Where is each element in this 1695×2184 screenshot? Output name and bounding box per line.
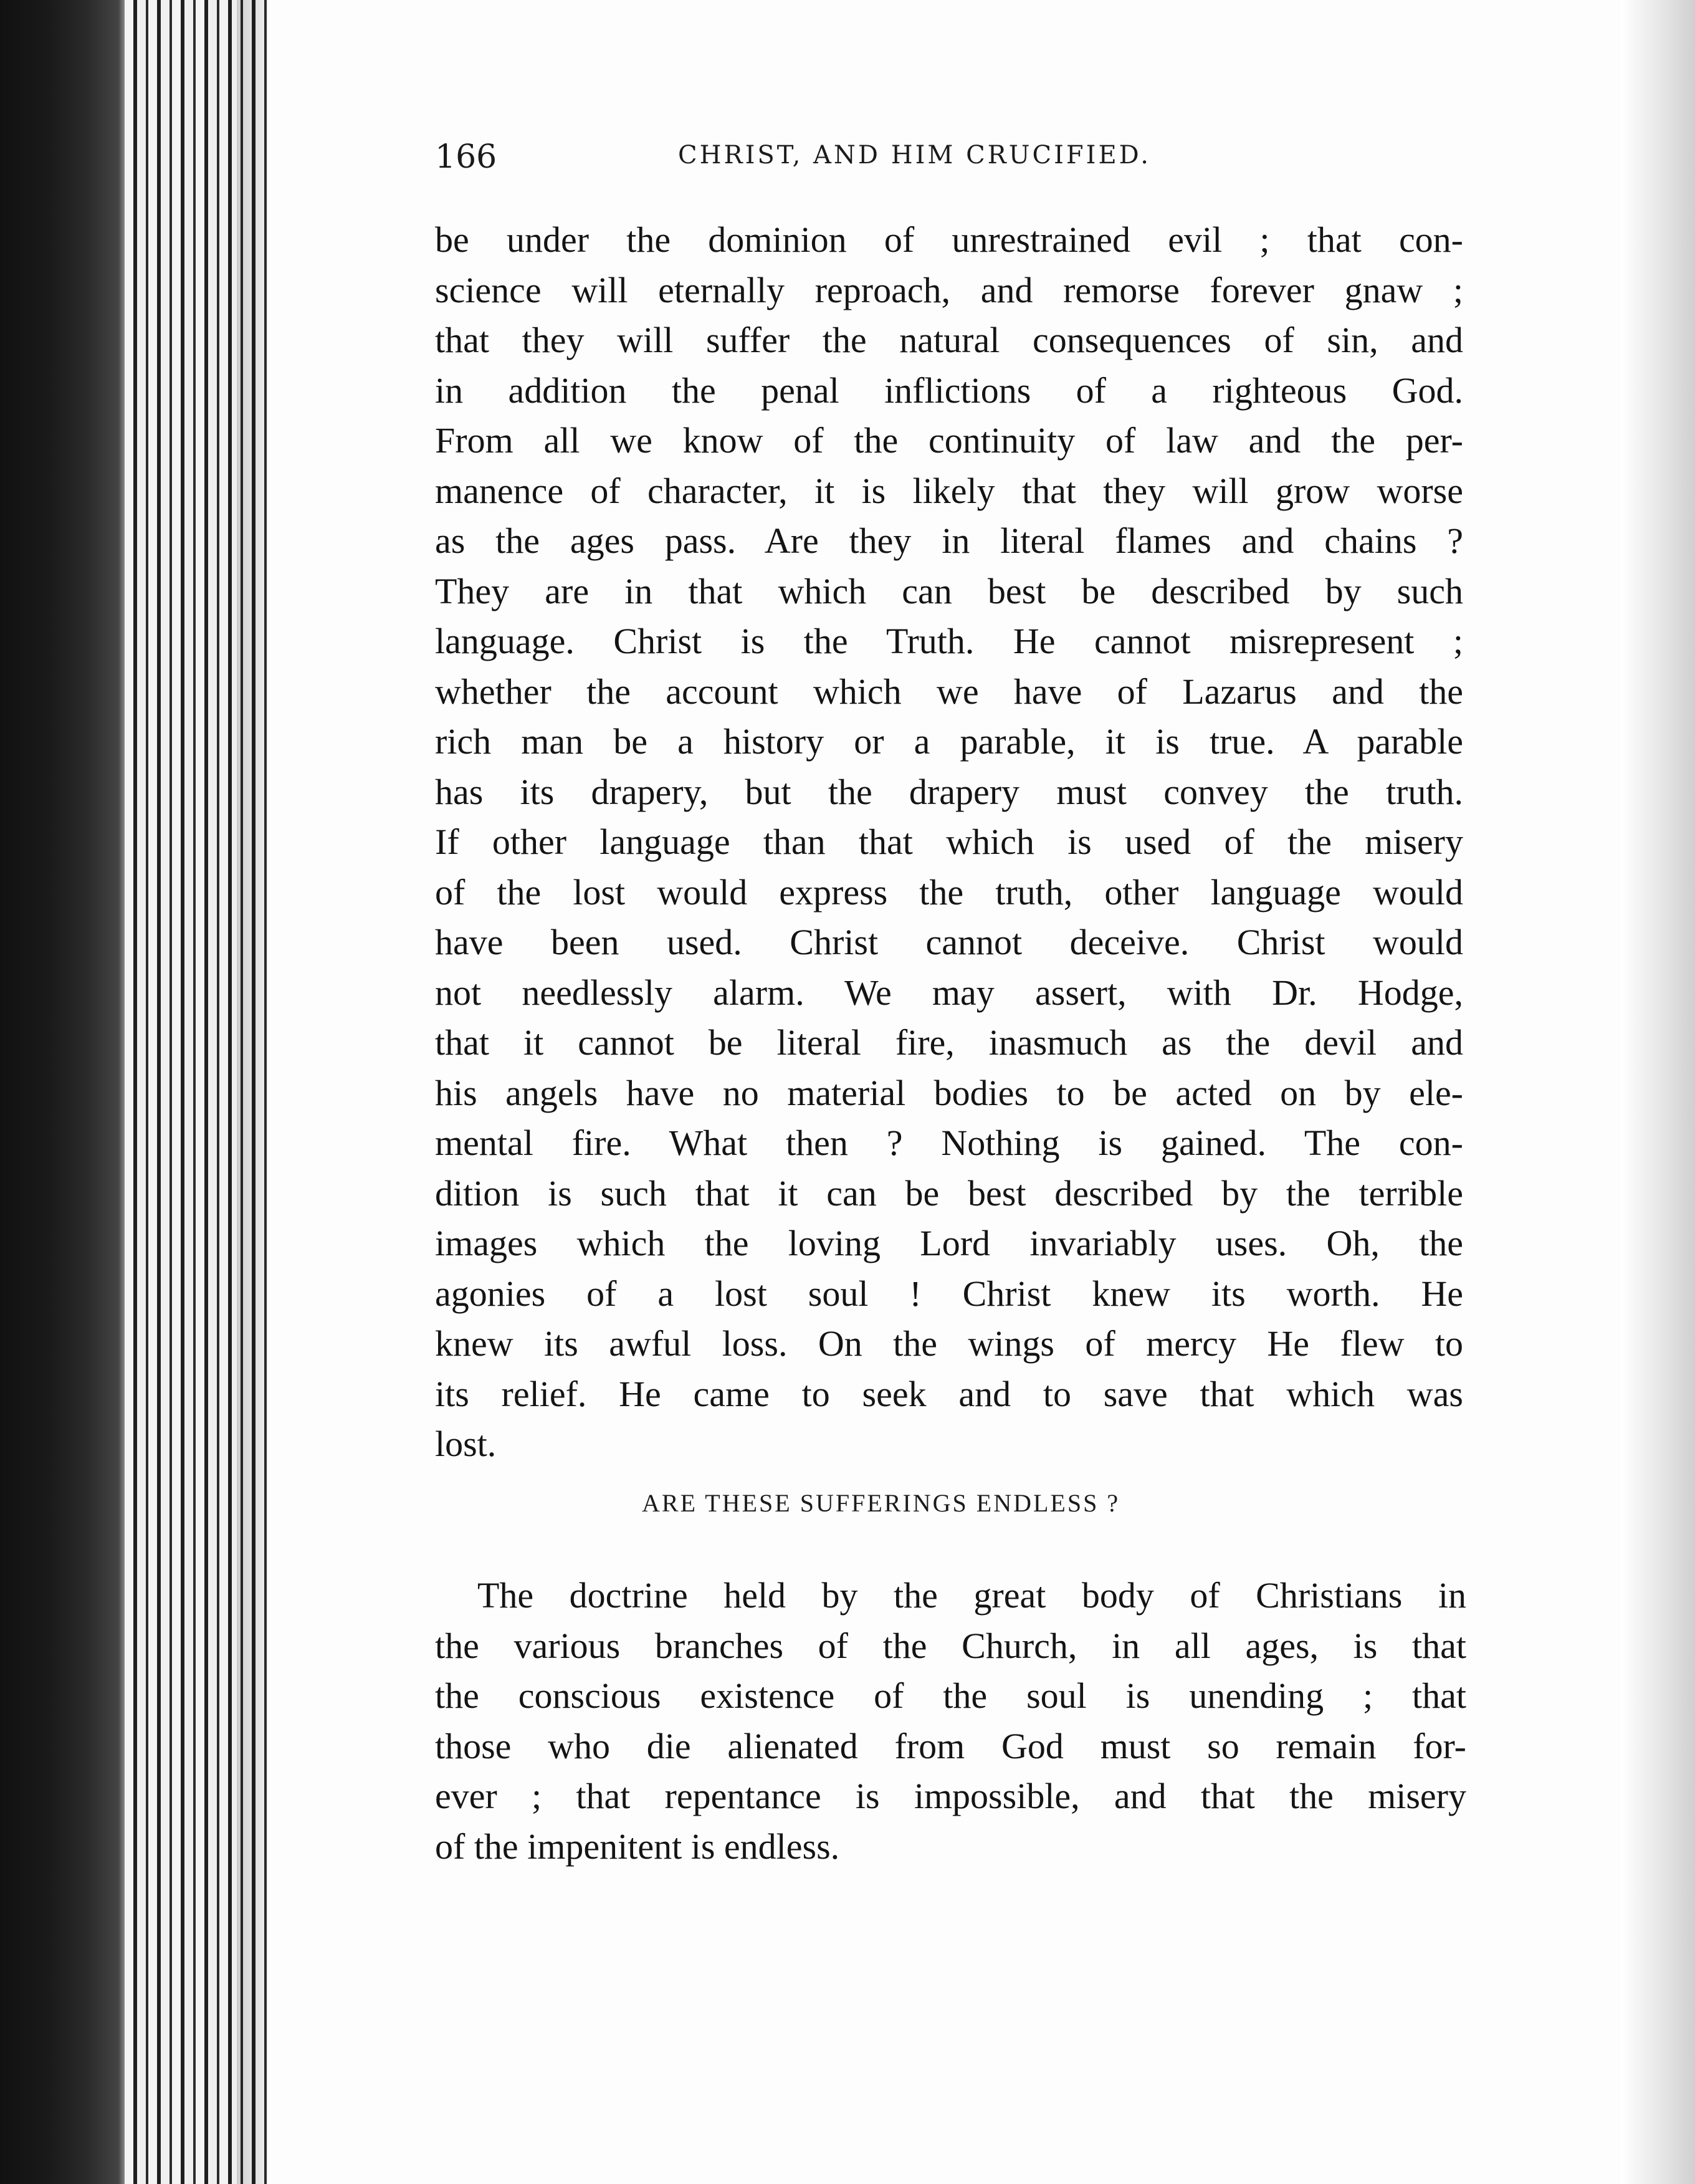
text-line: rich man be a history or a parable, it is true. A parable [435, 721, 1463, 762]
text-line: of the lost would express the truth, other language would [435, 871, 1463, 912]
text-line: ever ; that repentance is impossible, and that the misery [435, 1776, 1466, 1816]
page-header [435, 138, 1214, 182]
book-binding [0, 0, 125, 2184]
text-line: those who die alienated from God must so remain for- [435, 1725, 1466, 1766]
text-line: language. Christ is the Truth. He cannot misrepresent ; [435, 621, 1463, 661]
text-line: of the impenitent is endless. [435, 1826, 840, 1867]
paragraph-1 [435, 215, 1463, 1470]
text-line: his angels have no material bodies to be acted on by ele- [435, 1072, 1463, 1113]
text-line: lost. [435, 1424, 497, 1464]
page-edge-shadow [237, 0, 268, 2184]
text-line: be under the dominion of unrestrained evil ; that con- [435, 219, 1463, 260]
text-line: in addition the penal inflictions of a righteous God. [435, 370, 1463, 411]
right-page-margin [1620, 0, 1695, 2184]
text-line: have been used. Christ cannot deceive. Christ would [435, 922, 1463, 962]
text-line: mental fire. What then ? Nothing is gained. The con- [435, 1123, 1463, 1163]
section-heading: ARE THESE SUFFERINGS ENDLESS ? [642, 1489, 1120, 1517]
text-line: that they will suffer the natural consequences of sin, and [435, 320, 1463, 360]
text-line: the conscious existence of the soul is unending ; that [435, 1675, 1466, 1716]
text-line: The doctrine held by the great body of Christians in [477, 1575, 1466, 1616]
text-line: dition is such that it can be best described by the terrible [435, 1172, 1463, 1214]
text-line: not needlessly alarm. We may assert, with Dr. Hodge, [435, 972, 1463, 1013]
running-title: CHRIST, AND HIM CRUCIFIED. [678, 141, 1152, 170]
text-line: the various branches of the Church, in all ages, is that [435, 1625, 1466, 1666]
text-line: that it cannot be literal fire, inasmuch as the devil and [435, 1022, 1463, 1063]
text-line: as the ages pass. Are they in literal flames and chains ? [435, 520, 1463, 561]
text-line: whether the account which we have of Lazarus and the [435, 671, 1463, 712]
page-number: 166 [435, 138, 497, 176]
text-line: science will eternally reproach, and remorse forever gnaw ; [435, 269, 1463, 310]
text-line: manence of character, it is likely that they will grow worse [435, 470, 1463, 511]
text-line: From all we know of the continuity of law and the per- [435, 420, 1463, 461]
text-line: knew its awful loss. On the wings of mercy He flew to [435, 1323, 1463, 1364]
text-line: agonies of a lost soul ! Christ knew its worth. He [435, 1273, 1463, 1314]
text-line: has its drapery, but the drapery must convey the truth. [435, 771, 1463, 812]
text-line: images which the loving Lord invariably uses. Oh, the [435, 1223, 1463, 1263]
text-line: They are in that which can best be described by such [435, 570, 1463, 611]
text-line: its relief. He came to seek and to save that which was [435, 1373, 1463, 1414]
paragraph-2 [435, 1571, 1466, 1872]
text-line: If other language than that which is used of the misery [435, 821, 1463, 862]
